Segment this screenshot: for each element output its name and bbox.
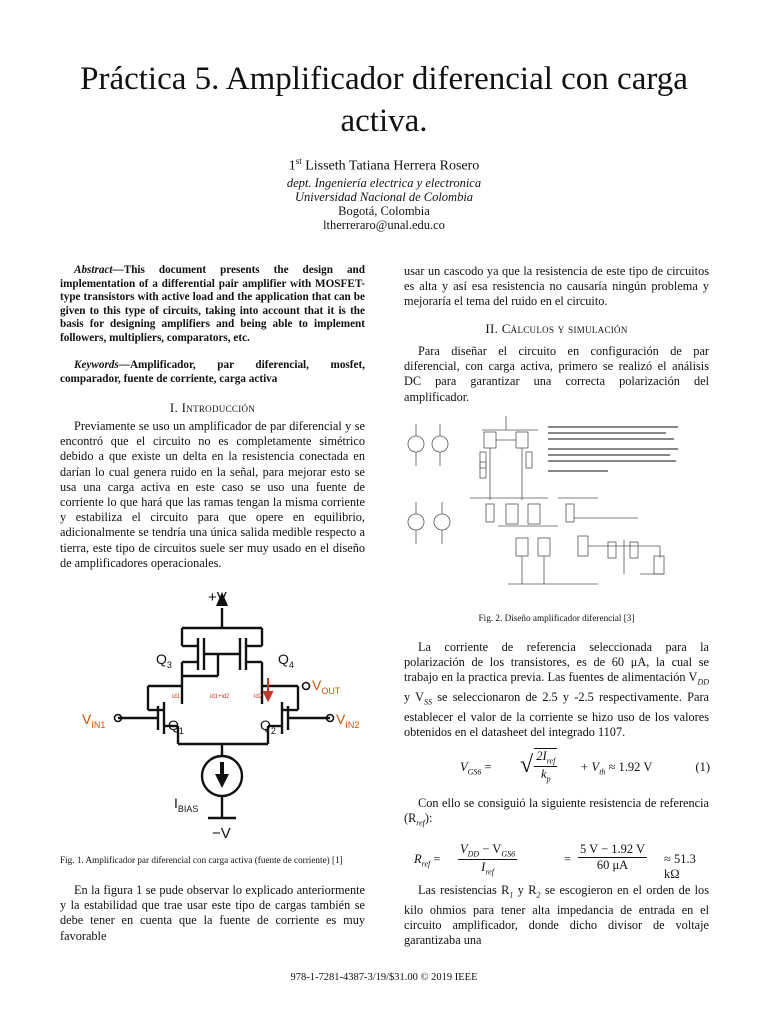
label-id1: id1 bbox=[172, 694, 181, 700]
section-heading-intro: I. Introducción bbox=[169, 400, 256, 415]
label-vin1: $V_{IN1}$ bbox=[82, 711, 106, 730]
author-email: ltherreraro@unal.edu.co bbox=[323, 217, 445, 232]
label-q2: $Q_2$ bbox=[260, 717, 276, 736]
abstract bbox=[60, 264, 365, 346]
keywords bbox=[60, 359, 365, 386]
figure-1-schematic bbox=[78, 586, 368, 844]
label-q1: $Q_1$ bbox=[168, 717, 184, 736]
author-university: Universidad Nacional de Colombia bbox=[294, 189, 474, 204]
figure-2-schematic bbox=[398, 408, 698, 598]
calc-paragraph: Para diseñar el circuito en configuración de par diferencial, con carga activa, primero se realizó el análisis DC para garantizar una correcta polarización del amplificador. bbox=[404, 344, 709, 404]
left-bottom-paragraph: En la figura 1 se pude observar lo explicado anteriormente y la estabilidad que trae usar este tipo de cargas también se debe tener en cuenta que la fuente de corriente es muy favorable bbox=[60, 883, 365, 943]
keywords-text: Amplificador, par diferencial, mosfet, comparador, fuente de corriente, carga activa bbox=[60, 359, 365, 385]
label-q3: $Q_3$ bbox=[156, 651, 172, 670]
right-top-paragraph: usar un cascodo ya que la resistencia de este tipo de circuitos es alta y así esa resistencia no causaría ningún problema y mejoraría el tema del ruido en el circuito. bbox=[404, 264, 709, 309]
author-name: 1st Lisseth Tatiana Herrera Rosero bbox=[288, 156, 480, 174]
label-vout: $V_{OUT}$ bbox=[312, 677, 341, 696]
label-id2: id2 bbox=[254, 694, 263, 700]
keywords-label: Keywords— bbox=[74, 359, 130, 371]
reference-current-paragraph: La corriente de referencia seleccionada para la polarización de los transistores, es de 60 μA, la cual se trabajo en la practica previa. Las fuentes de alimentación $V_{DD}$ y $V_{SS}$ se seleccionaron de 2.5 y -2.5 respectivamente. Para establecer el valor de la corriente se hizo uso de los valores obtenidos en el datasheet del integrado 1107. bbox=[404, 640, 709, 739]
label-vplus: +V bbox=[208, 589, 227, 606]
section-heading-calc: II. Cálculos y simulación bbox=[485, 321, 628, 336]
label-vminus: −V bbox=[212, 825, 231, 842]
abstract-label: Abstract— bbox=[74, 264, 124, 276]
author-block bbox=[184, 152, 584, 232]
label-ibias: $I_{BIAS}$ bbox=[174, 795, 199, 814]
footer-copyright: 978-1-7281-4387-3/19/$31.00 © 2019 IEEE bbox=[290, 972, 478, 983]
paper-title: Práctica 5. Amplificador diferencial con carga activa. bbox=[80, 61, 688, 139]
author-city: Bogotá, Colombia bbox=[338, 203, 430, 218]
label-id1-id2: id1+id2 bbox=[210, 694, 230, 700]
equation-1-number: (1) bbox=[695, 760, 710, 774]
figure-1-caption: Fig. 1. Amplificador par diferencial con carga activa (fuente de corriente) [1] bbox=[60, 855, 343, 865]
label-q4: $Q_4$ bbox=[278, 651, 294, 670]
resistors-paragraph: Las resistencias $R_1$ y $R_2$ se escogieron en el orden de los kilo ohmios para tener alta impedancia de entrada en el circuito amplificador, donde dicho divisor de voltaje garantizaba una bbox=[404, 883, 709, 948]
equation-1: $V_{GS6}$ = √ $\frac{2I_{ref}}{k_p}$ + $V_{th} \approx 1.92$ V (1) bbox=[460, 749, 710, 783]
equation-2: $R_{ref}$ = $V_{DD} - V_{GS6}$ $I_{ref}$ = $\frac{5 V - 1.92 V}{60 \mu A}$ ≈ 51.3 kΩ bbox=[414, 842, 696, 881]
figure-2-caption: Fig. 2. Diseño amplificador diferencial [3] bbox=[478, 613, 635, 623]
eq-intro-paragraph: Con ello se consiguió la siguiente resistencia de referencia $(R_{ref})$: bbox=[404, 796, 709, 828]
intro-paragraph: Previamente se uso un amplificador de par diferencial y se encontró que el circuito no es completamente simétrico debido a que existe un delta en la resistencia conectada en darían lo cual genera ruido en la señal, para mejorar esto se usa una carga activa en este caso se uso una fuente de corriente lo que hará que las ramas tengan la misma corriente y estabiliza el circuito para que opere en equilibrio, adicionalmente se tendría una única salida medible respecto a tierra, este tipo de circuitos suele ser muy usado en el diseño de amplificadores operacionales. bbox=[60, 419, 365, 570]
abstract-text: This document presents the design and implementation of a differential pair amplifier with MOSFET-type transistors with active load and the application that can be given to this type of circuits, taking into account that it is the basis for designing amplifiers and being able to implement followers, multipliers, comparators, etc. bbox=[60, 264, 365, 344]
label-vin2: $V_{IN2}$ bbox=[336, 711, 360, 730]
author-dept: dept. Ingeniería electrica y electronica bbox=[286, 175, 482, 190]
